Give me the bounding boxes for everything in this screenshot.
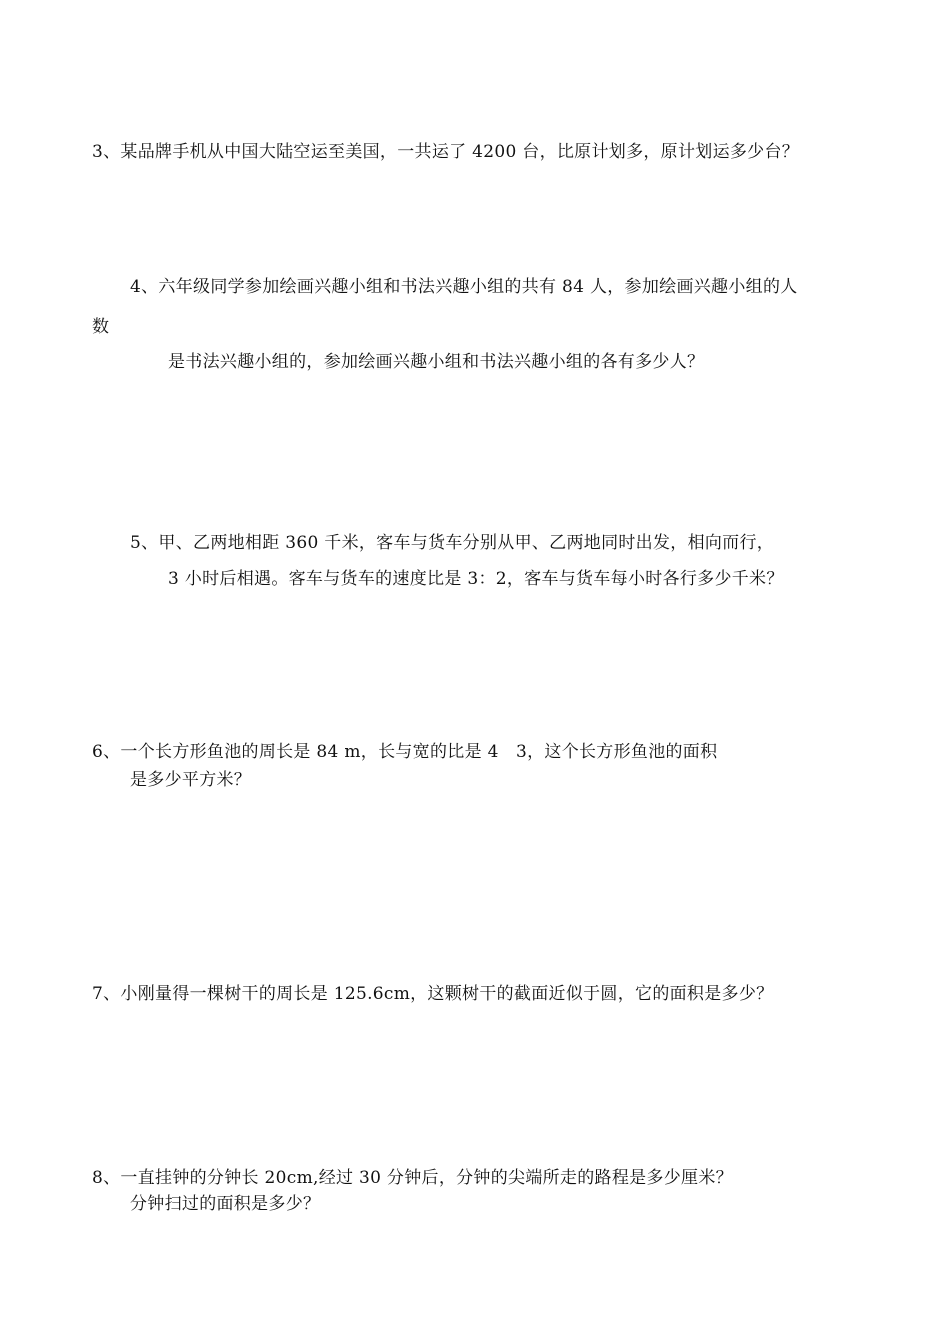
question-7-line-1: 7、小刚量得一棵树干的周长是 125.6cm，这颗树干的截面近似于圆，它的面积是多少？ (92, 984, 774, 1004)
question-8-line-2: 分钟扫过的面积是多少？ (130, 1194, 321, 1214)
question-8-line-1: 8、一直挂钟的分钟长 20cm,经过 30 分钟后，分钟的尖端所走的路程是多少厘米？ (92, 1168, 733, 1188)
question-4-line-2: 数 (92, 317, 110, 337)
question-3-line-1: 3、某品牌手机从中国大陆空运至美国，一共运了 4200 台，比原计划多，原计划运多少台？ (92, 142, 800, 162)
question-6-line-2: 是多少平方米？ (130, 770, 252, 790)
question-4-line-1: 4、六年级同学参加绘画兴趣小组和书法兴趣小组的共有 84 人，参加绘画兴趣小组的人 (130, 277, 798, 297)
question-6-line-1: 6、一个长方形鱼池的周长是 84 m，长与宽的比是 4 3，这个长方形鱼池的面积 (92, 742, 718, 762)
question-5-line-2: 3 小时后相遇。客车与货车的速度比是 3：2，客车与货车每小时各行多少千米？ (168, 569, 784, 589)
question-4-line-3: 是书法兴趣小组的，参加绘画兴趣小组和书法兴趣小组的各有多少人？ (168, 352, 705, 372)
question-5-line-1: 5、甲、乙两地相距 360 千米，客车与货车分别从甲、乙两地同时出发，相向而行， (130, 533, 775, 553)
